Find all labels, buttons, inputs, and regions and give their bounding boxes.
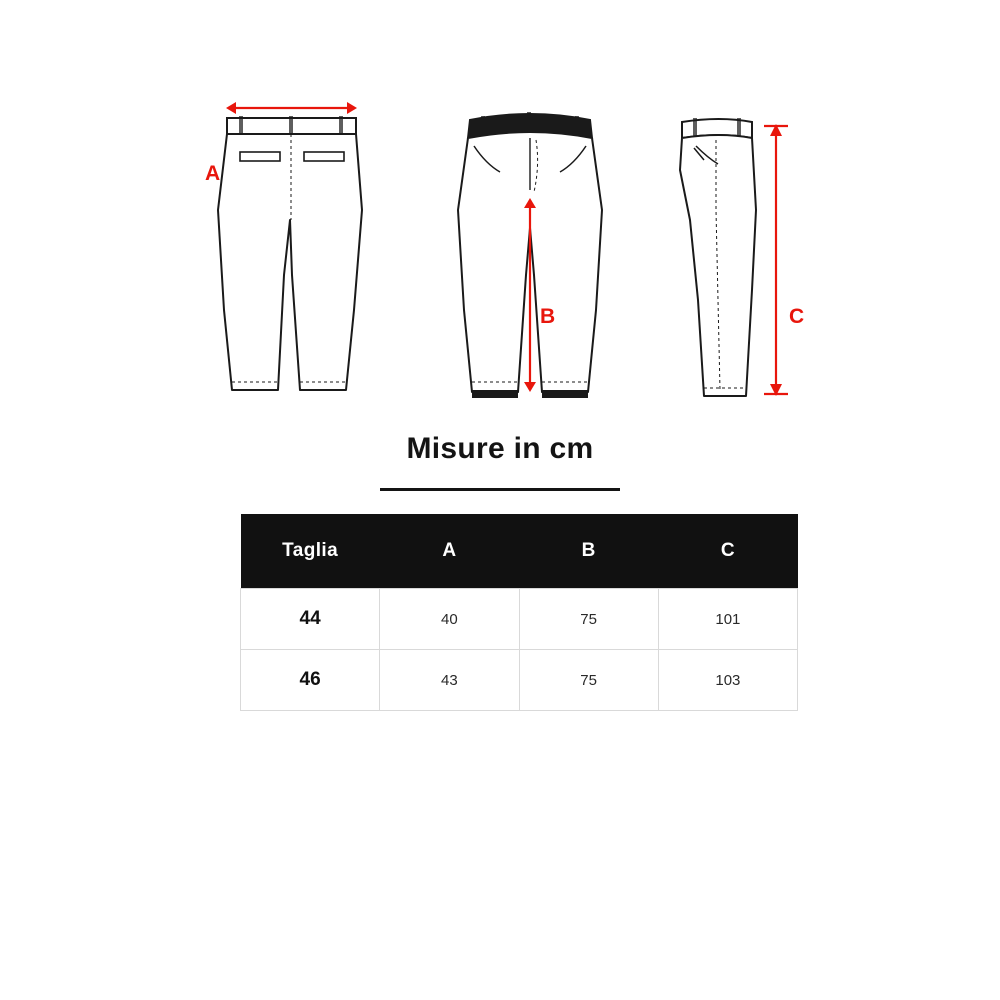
cell-a: 43 (380, 650, 519, 711)
cell-size: 46 (241, 650, 380, 711)
marker-label-b: B (540, 305, 556, 328)
cell-c: 103 (658, 650, 797, 711)
title-divider (380, 488, 620, 491)
column-header-c: C (658, 514, 797, 589)
table-row (241, 650, 798, 711)
column-header-size: Taglia (241, 514, 380, 589)
size-table (240, 514, 798, 711)
table-row (241, 589, 798, 650)
measure-line-a (226, 102, 357, 114)
marker-label-c: C (789, 305, 805, 328)
cell-a: 40 (380, 589, 519, 650)
title-block (0, 432, 1000, 491)
illustration-group (0, 60, 1000, 430)
measure-line-c (764, 124, 788, 396)
cell-size: 44 (241, 589, 380, 650)
cell-b: 75 (519, 589, 658, 650)
size-table-header (241, 514, 798, 589)
pants-back-view (180, 60, 380, 420)
column-header-b: B (519, 514, 658, 589)
pants-front-view (430, 60, 630, 420)
size-table-wrapper (240, 514, 798, 711)
size-table-body (241, 589, 798, 711)
table-header-row (241, 514, 798, 589)
cell-c: 101 (658, 589, 797, 650)
column-header-a: A (380, 514, 519, 589)
pants-side-view (660, 60, 860, 420)
marker-label-a: A (205, 162, 221, 185)
cell-b: 75 (519, 650, 658, 711)
page-title: Misure in cm (406, 432, 594, 465)
